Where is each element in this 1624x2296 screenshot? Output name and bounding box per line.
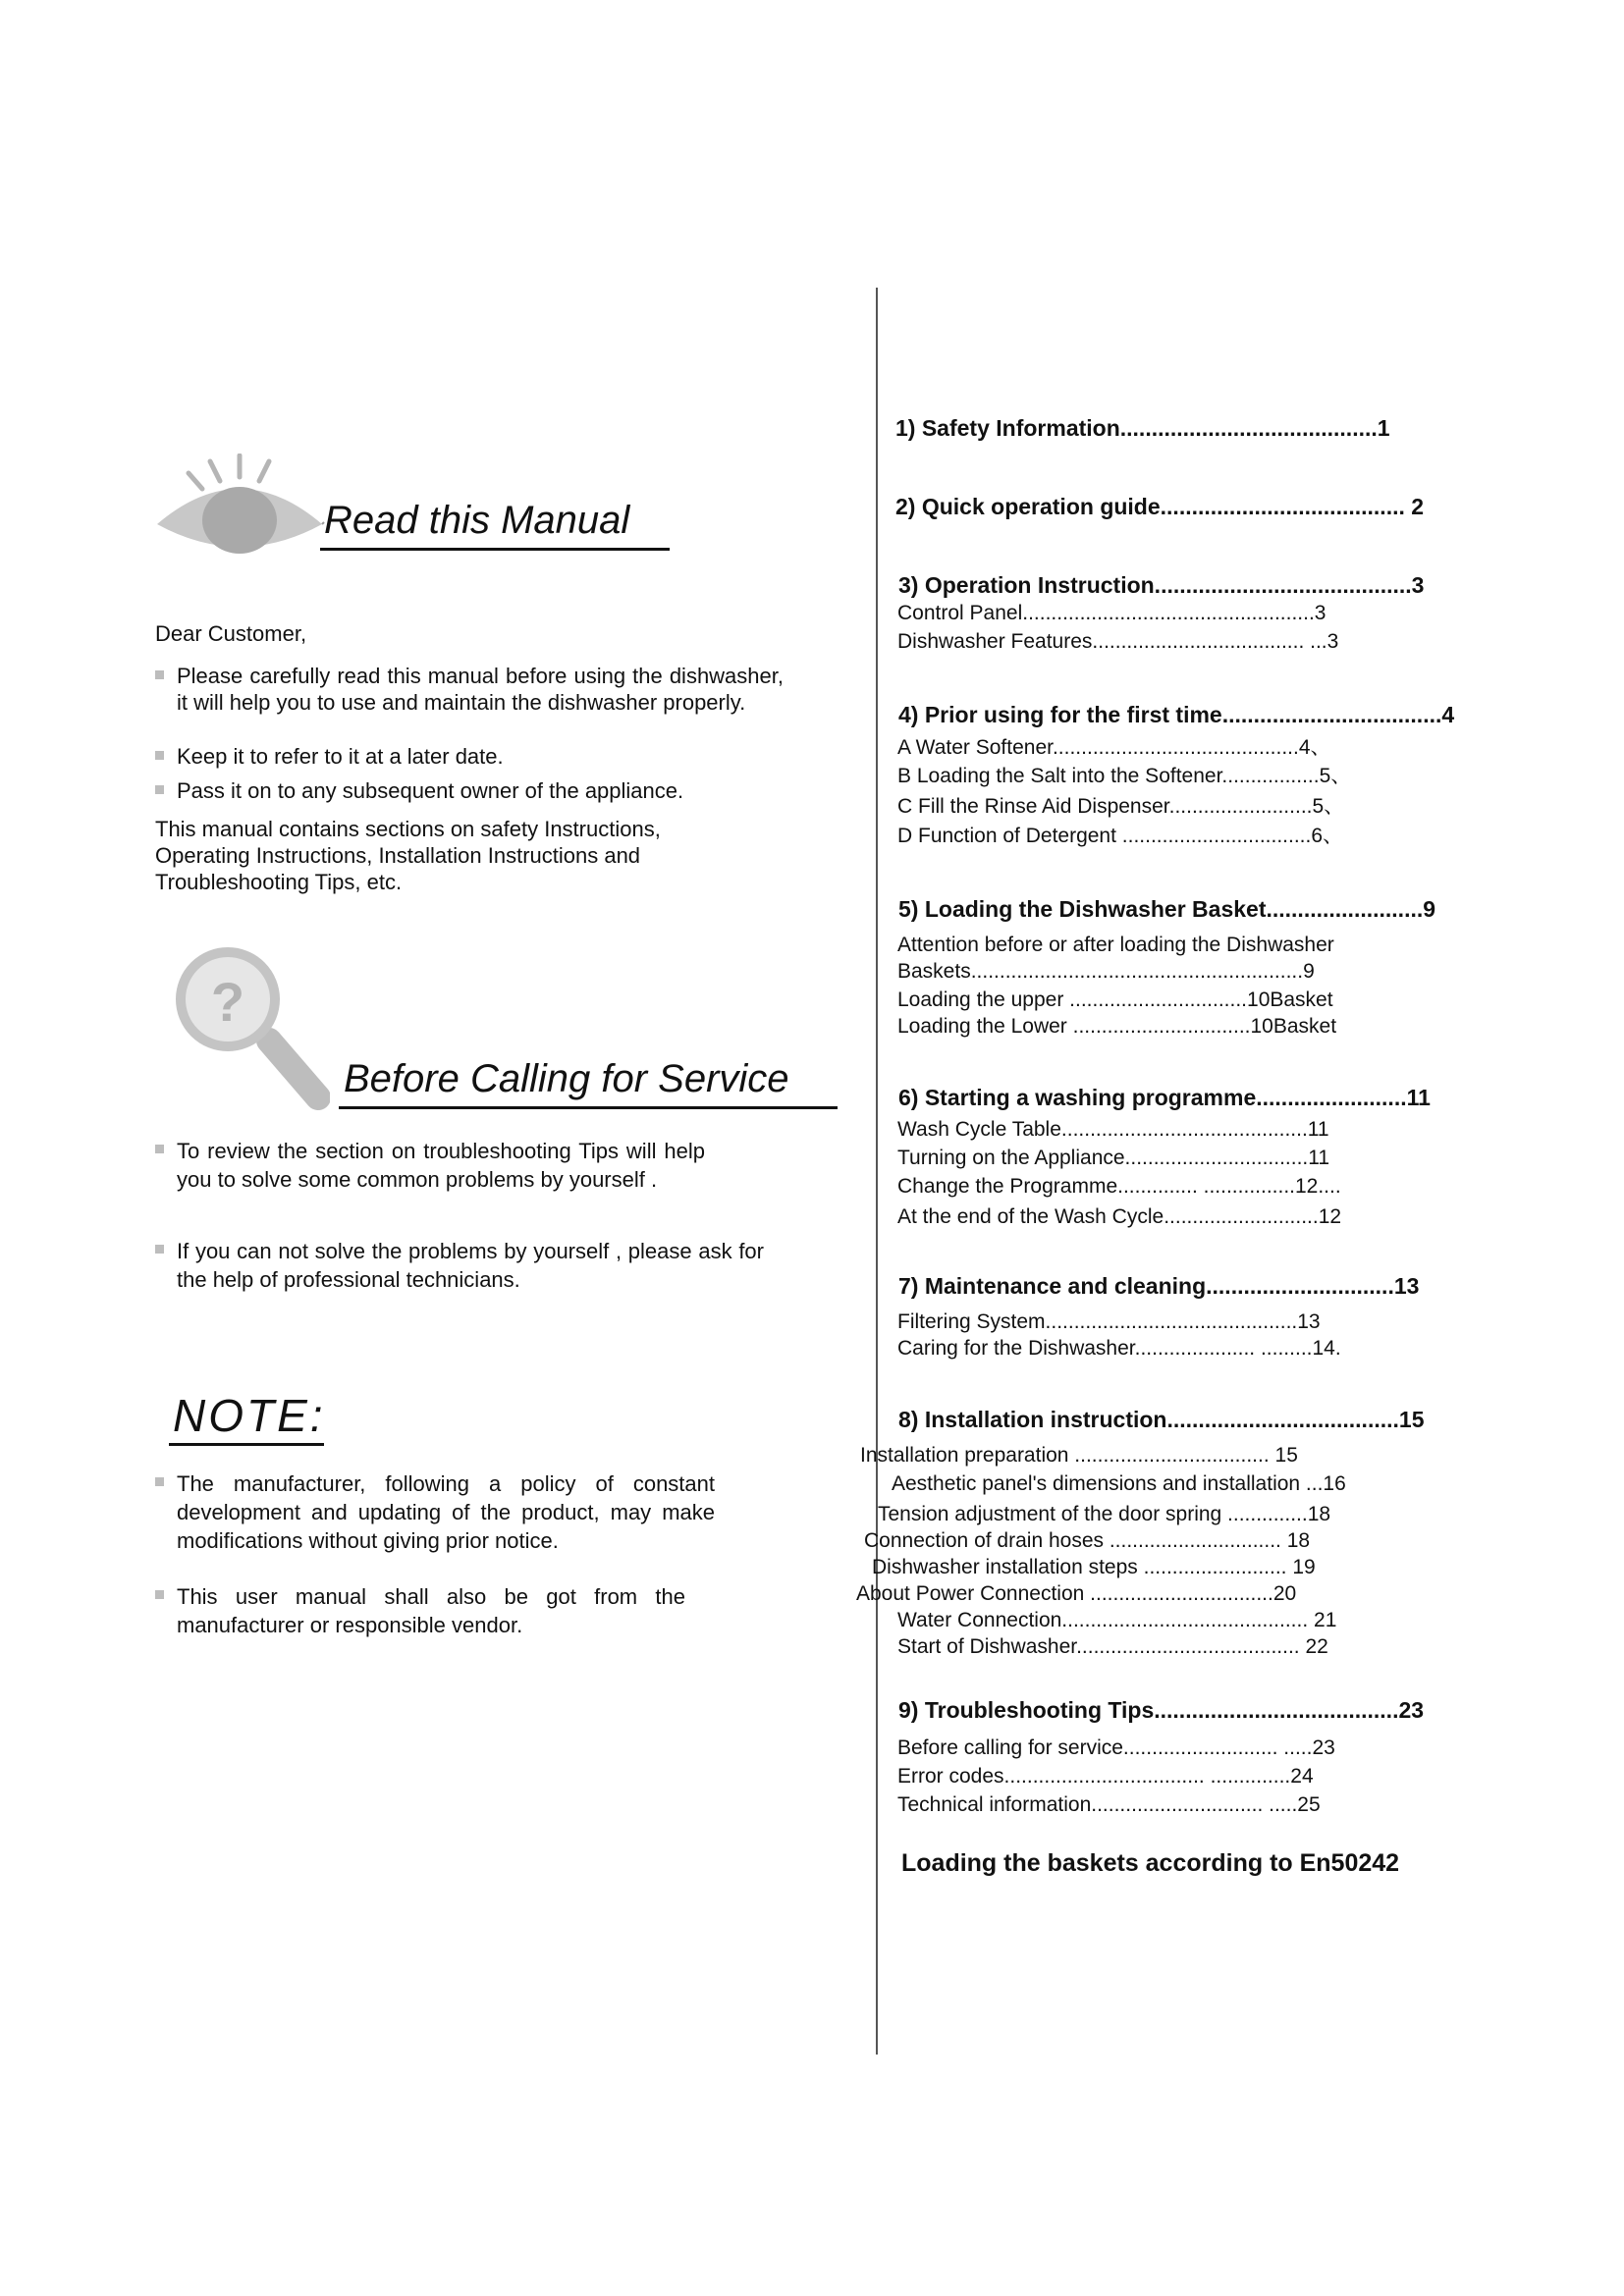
read-manual-title: Read this Manual xyxy=(324,499,630,542)
greeting: Dear Customer, xyxy=(155,621,307,646)
toc-entry: Installation preparation .................................. 15 xyxy=(860,1444,1298,1467)
read-manual-underline xyxy=(320,548,670,551)
toc-entry: Before calling for service........................... .....23 xyxy=(897,1736,1335,1759)
toc-entry: Dishwasher installation steps ......................... 19 xyxy=(872,1556,1316,1578)
toc-heading: 8) Installation instruction.....................................15 xyxy=(898,1407,1425,1432)
bullet-square-icon xyxy=(155,1477,164,1486)
toc-entry: Attention before or after loading the Dishwasher xyxy=(897,934,1334,956)
toc-entry: Water Connection........................................... 21 xyxy=(897,1609,1337,1631)
note-underline xyxy=(169,1443,324,1446)
toc-entry: C Fill the Rinse Aid Dispenser.........................5、 xyxy=(897,795,1345,818)
toc-entry: Connection of drain hoses .............................. 18 xyxy=(864,1529,1311,1552)
svg-text:?: ? xyxy=(210,971,245,1033)
toc-entry: D Function of Detergent .................................6、 xyxy=(897,825,1344,847)
toc-entry: Error codes................................... ..............24 xyxy=(897,1765,1314,1788)
toc-entry: Dishwasher Features..................................... ...3 xyxy=(897,630,1339,653)
service-bullet: If you can not solve the problems by yourself , please ask for the help of professional technicians. xyxy=(155,1237,764,1294)
bullet-square-icon xyxy=(155,1245,164,1254)
toc-entry: Control Panel...................................................3 xyxy=(897,602,1326,624)
service-title: Before Calling for Service xyxy=(344,1057,789,1100)
bullet-square-icon xyxy=(155,1145,164,1153)
column-divider xyxy=(876,288,878,2055)
toc-entry: B Loading the Salt into the Softener.................5、 xyxy=(897,765,1352,787)
toc-heading: 1) Safety Information.........................................1 xyxy=(895,415,1390,441)
service-underline xyxy=(339,1106,838,1109)
bullet-square-icon xyxy=(155,670,164,679)
toc-heading: 6) Starting a washing programme........................11 xyxy=(898,1085,1431,1110)
read-bullet: Please carefully read this manual before using the dishwasher, it will help you to use and maintain the dishwasher properly. xyxy=(155,663,784,716)
manual-summary: This manual contains sections on safety Instructions, Operating Instructions, Installation Instructions and Troubleshooting Tips, etc. xyxy=(155,817,661,894)
magnifier-question-icon xyxy=(173,944,330,1111)
toc-entry: Filtering System............................................13 xyxy=(897,1310,1321,1333)
note-bullet: This user manual shall also be got from the manufacturer or responsible vendor. xyxy=(155,1582,685,1639)
toc-entry: Loading the upper ...............................10Basket xyxy=(897,988,1333,1011)
note-bullet: The manufacturer, following a policy of constant development and updating of the product, may make modifications without giving prior notice. xyxy=(155,1469,715,1555)
bullet-square-icon xyxy=(155,751,164,760)
toc-heading: 2) Quick operation guide....................................... 2 xyxy=(895,494,1425,519)
toc-entry: Technical information.............................. .....25 xyxy=(897,1793,1321,1816)
toc-entry: Loading the Lower ...............................10Basket xyxy=(897,1015,1337,1038)
bullet-square-icon xyxy=(155,1590,164,1599)
toc-entry: Baskets..........................................................9 xyxy=(897,960,1315,983)
toc-entry: Start of Dishwasher....................................... 22 xyxy=(897,1635,1328,1658)
eye-icon xyxy=(149,454,326,571)
toc-entry: At the end of the Wash Cycle...........................12 xyxy=(897,1205,1342,1228)
bullet-square-icon xyxy=(155,785,164,794)
note-title: NOTE: xyxy=(173,1390,326,1441)
toc-heading: 5) Loading the Dishwasher Basket.........................9 xyxy=(898,896,1436,922)
toc-entry: Change the Programme.............. ................12.... xyxy=(897,1175,1341,1198)
read-bullet: Keep it to refer to it at a later date. xyxy=(155,743,784,770)
toc-heading: 9) Troubleshooting Tips.......................................23 xyxy=(898,1697,1425,1723)
toc-entry: Aesthetic panel's dimensions and installation ...16 xyxy=(892,1472,1346,1495)
toc-heading: 3) Operation Instruction.........................................3 xyxy=(898,572,1425,598)
read-bullet: Pass it on to any subsequent owner of the appliance. xyxy=(155,777,784,804)
toc-entry: Tension adjustment of the door spring ..............18 xyxy=(878,1503,1331,1525)
service-bullet: To review the section on troubleshooting Tips will help you to solve some common problems by yourself . xyxy=(155,1137,705,1194)
toc-footer: Loading the baskets according to En50242 xyxy=(901,1849,1400,1877)
toc-entry: Wash Cycle Table...........................................11 xyxy=(897,1118,1329,1141)
toc-heading: 4) Prior using for the first time...................................4 xyxy=(898,702,1455,727)
toc-heading: 7) Maintenance and cleaning..............................13 xyxy=(898,1273,1420,1299)
toc-entry: Caring for the Dishwasher..................... .........14. xyxy=(897,1337,1341,1360)
toc-entry: Turning on the Appliance................................11 xyxy=(897,1147,1330,1169)
toc-entry: A Water Softener...........................................4、 xyxy=(897,736,1331,759)
toc-entry: About Power Connection ................................20 xyxy=(856,1582,1297,1605)
